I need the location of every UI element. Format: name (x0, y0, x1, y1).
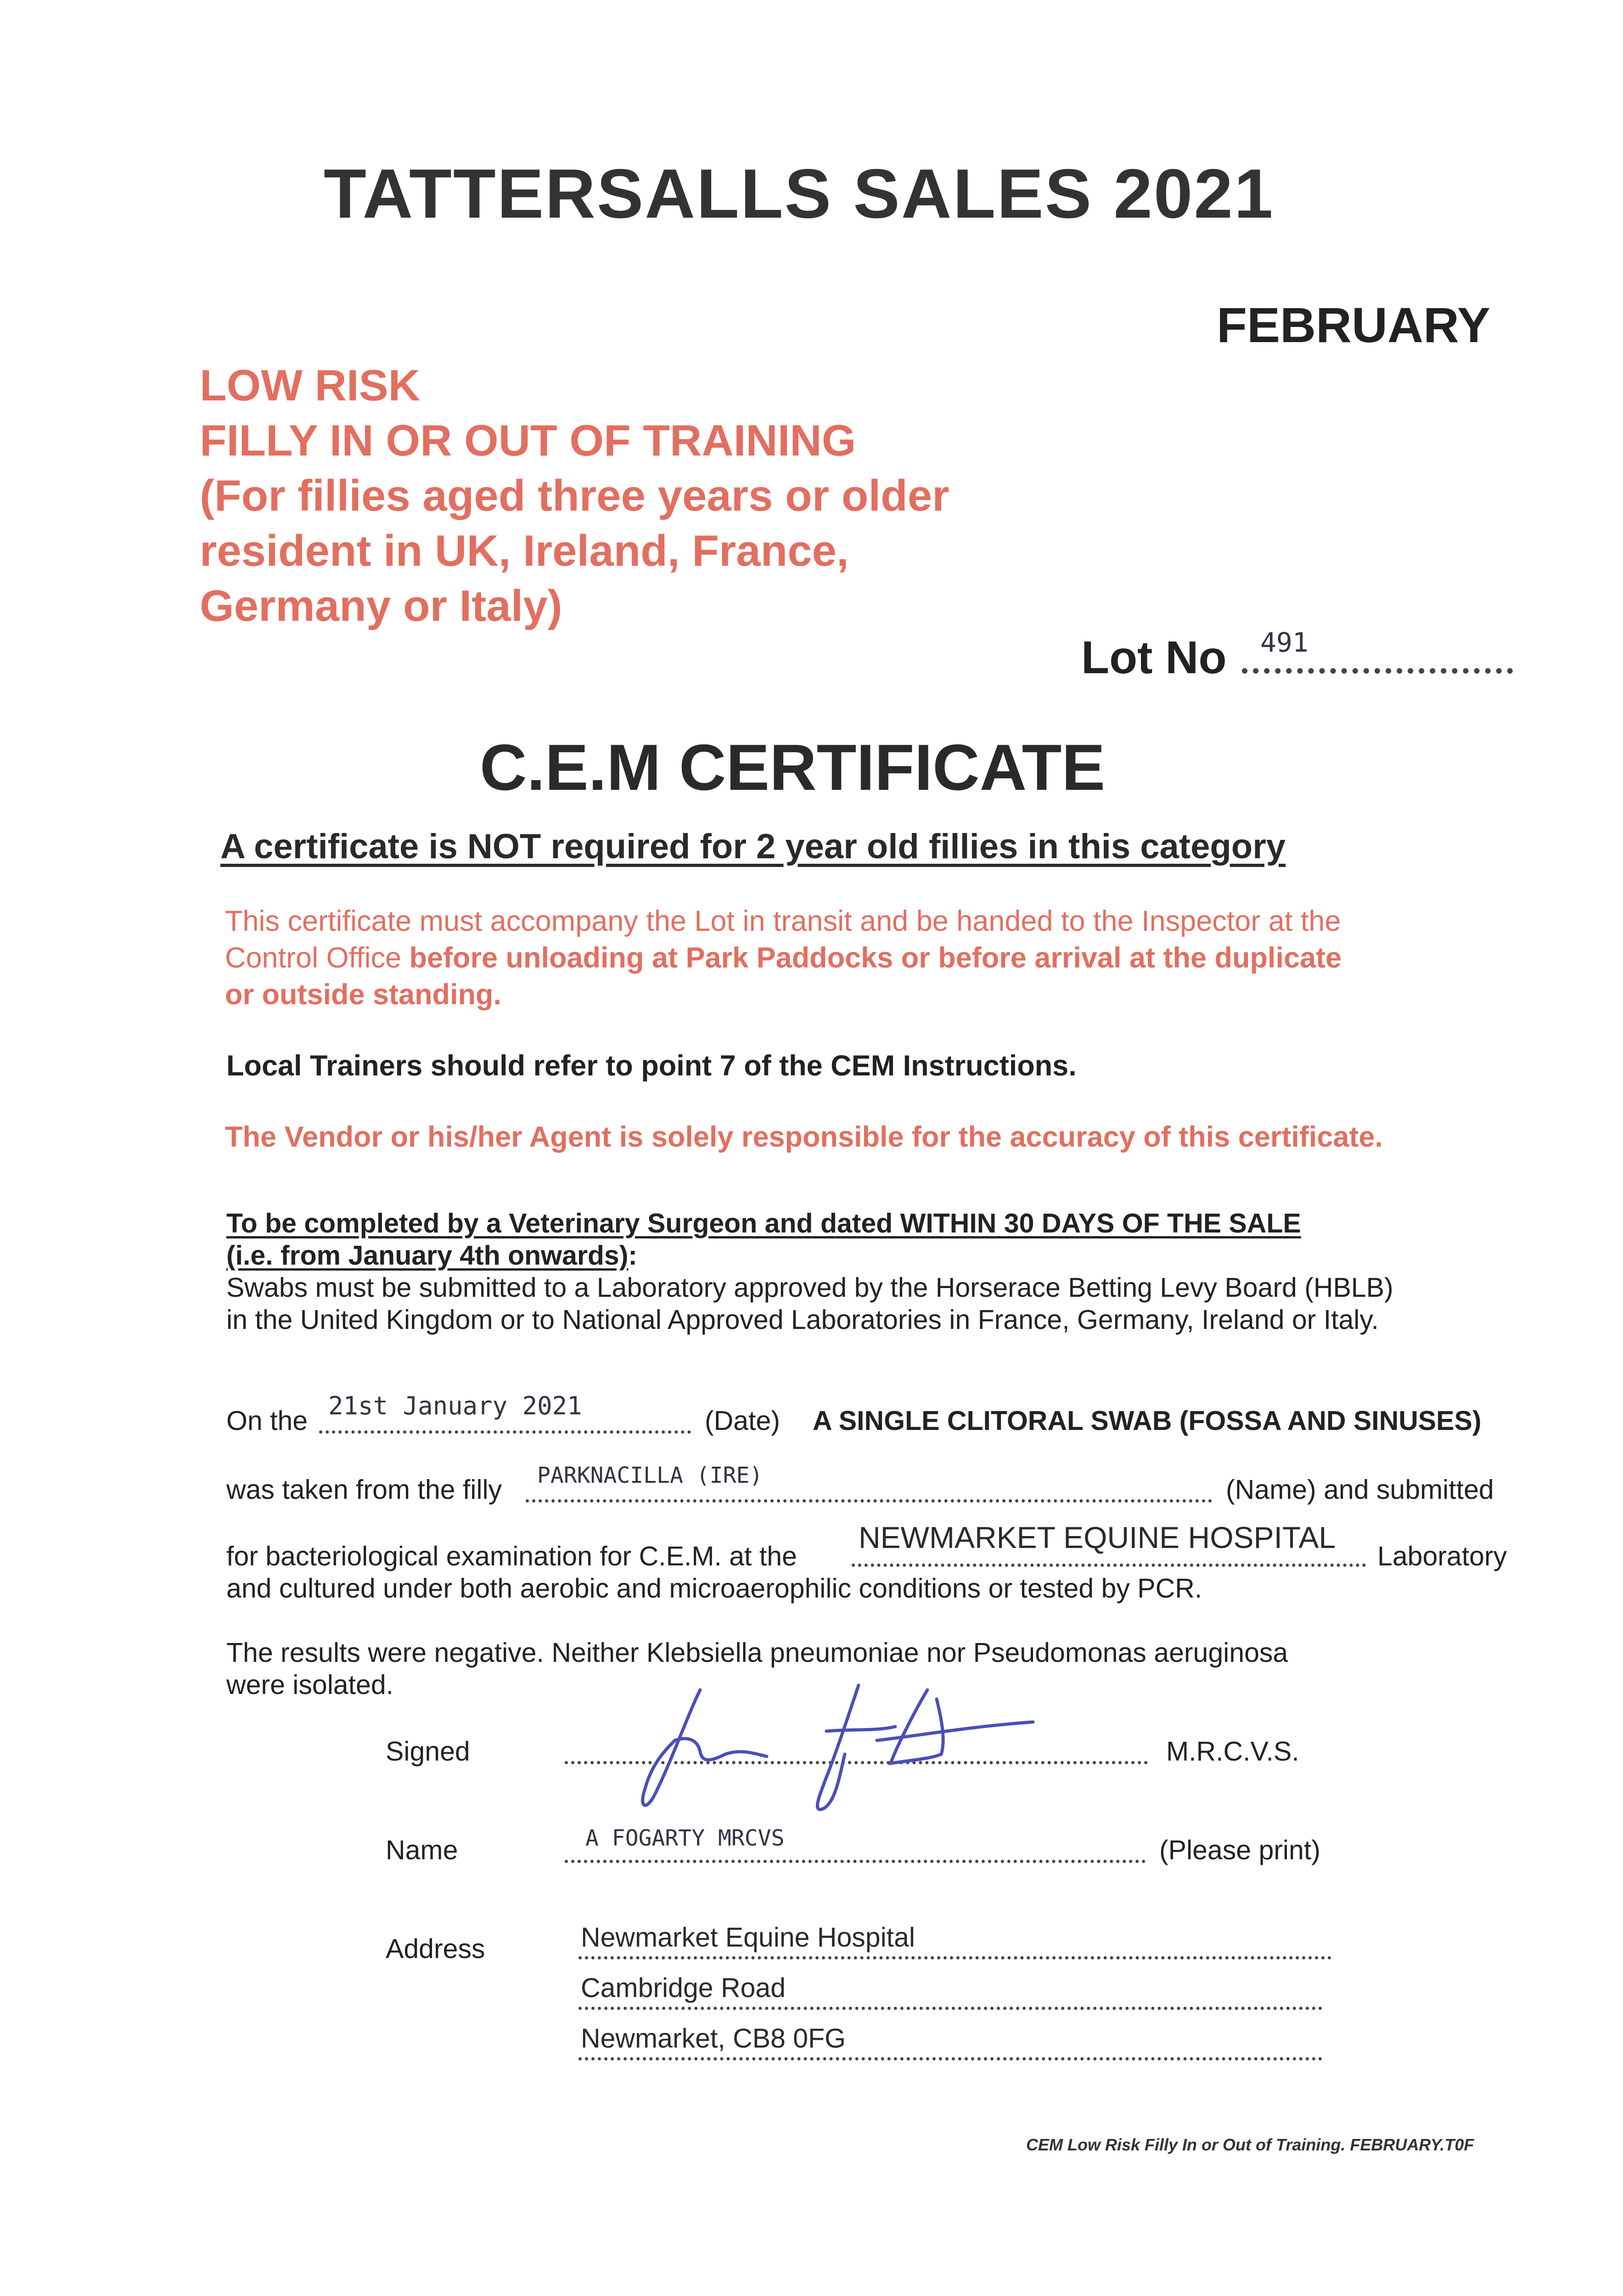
category-line-3: (For fillies aged three years or older (200, 471, 949, 520)
month-label: FEBRUARY (1217, 297, 1491, 353)
signed-label: Signed (386, 1736, 470, 1767)
date-dotted-line (319, 1430, 691, 1434)
notice-line-2 (225, 941, 1342, 974)
address-line-1-dots (578, 1956, 1331, 1959)
filly-name-value[interactable]: PARKNACILLA (IRE) (537, 1463, 763, 1488)
address-line-2[interactable]: Cambridge Road (581, 1973, 786, 2003)
laboratory-dotted-line (852, 1564, 1366, 1567)
date-label: (Date) (705, 1406, 780, 1436)
certificate-heading: C.E.M CERTIFICATE (480, 731, 1106, 804)
vendor-responsibility-note: The Vendor or his/her Agent is solely responsible for the accuracy of this certificate. (225, 1121, 1383, 1153)
notice-line-3: or outside standing. (225, 979, 502, 1011)
notice-line-2-bold: before unloading at Park Paddocks or before arrival at the duplicate (409, 942, 1342, 974)
certificate-subheading: A certificate is NOT required for 2 year old fillies in this category (220, 827, 1286, 866)
name-label: Name (386, 1835, 458, 1865)
laboratory-value[interactable]: NEWMARKET EQUINE HOSPITAL (859, 1520, 1336, 1554)
page-title: TATTERSALLS SALES 2021 (324, 155, 1275, 233)
address-line-1[interactable]: Newmarket Equine Hospital (581, 1922, 915, 1953)
lot-number: 491 (1260, 627, 1309, 658)
address-label: Address (386, 1934, 485, 1964)
category-line-2: FILLY IN OR OUT OF TRAINING (200, 416, 856, 465)
signature-scribble[interactable] (620, 1671, 1079, 1823)
notice-line-2-plain: Control Office (225, 942, 410, 974)
local-trainers-note: Local Trainers should refer to point 7 of the CEM Instructions. (226, 1050, 1077, 1082)
lot-dotted-line (1242, 668, 1513, 674)
exam-label: for bacteriological examination for C.E.M. at the (226, 1541, 797, 1571)
results-line-1: The results were negative. Neither Klebsiella pneumoniae nor Pseudomonas aeruginosa (226, 1638, 1288, 1668)
vet-section-heading-2 (226, 1240, 637, 1271)
swab-description: A SINGLE CLITORAL SWAB (FOSSA AND SINUSES) (813, 1406, 1482, 1436)
vet-section-date-range: (i.e. from January 4th onwards) (226, 1240, 629, 1271)
laboratory-label: Laboratory (1377, 1541, 1507, 1571)
address-line-3-dots (578, 2057, 1322, 2060)
vet-section-colon: : (628, 1240, 638, 1271)
vet-section-heading-1: To be completed by a Veterinary Surgeon and dated WITHIN 30 DAYS OF THE SALE (226, 1208, 1301, 1238)
please-print-label: (Please print) (1159, 1835, 1320, 1865)
cultured-text: and cultured under both aerobic and microaerophilic conditions or tested by PCR. (226, 1573, 1202, 1604)
on-the-label: On the (226, 1406, 308, 1436)
address-line-3[interactable]: Newmarket, CB8 0FG (581, 2023, 846, 2054)
notice-line-1: This certificate must accompany the Lot in transit and be handed to the Inspector at the (225, 905, 1341, 937)
name-dotted-line (565, 1860, 1146, 1863)
lot-label: Lot No (1081, 632, 1227, 683)
category-line-4: resident in UK, Ireland, France, (200, 526, 849, 575)
filly-name-label: (Name) and submitted (1226, 1474, 1494, 1505)
printed-name-value[interactable]: A FOGARTY MRCVS (585, 1825, 785, 1851)
category-line-1: LOW RISK (200, 361, 420, 410)
vet-section-body-2: in the United Kingdom or to National Approved Laboratories in France, Germany, Ireland or Italy. (226, 1305, 1379, 1335)
vet-section-body-1: Swabs must be submitted to a Laboratory approved by the Horserace Betting Levy Board (HBLB) (226, 1272, 1393, 1303)
category-line-5: Germany or Italy) (200, 581, 562, 630)
filly-dotted-line (526, 1499, 1212, 1503)
results-line-2: were isolated. (226, 1670, 394, 1700)
mrcvs-label: M.R.C.V.S. (1166, 1736, 1299, 1767)
address-line-2-dots (578, 2007, 1322, 2010)
filly-label: was taken from the filly (226, 1474, 502, 1505)
footer-reference: CEM Low Risk Filly In or Out of Training. FEBRUARY.T0F (1026, 2135, 1474, 2154)
date-value[interactable]: 21st January 2021 (328, 1391, 582, 1420)
